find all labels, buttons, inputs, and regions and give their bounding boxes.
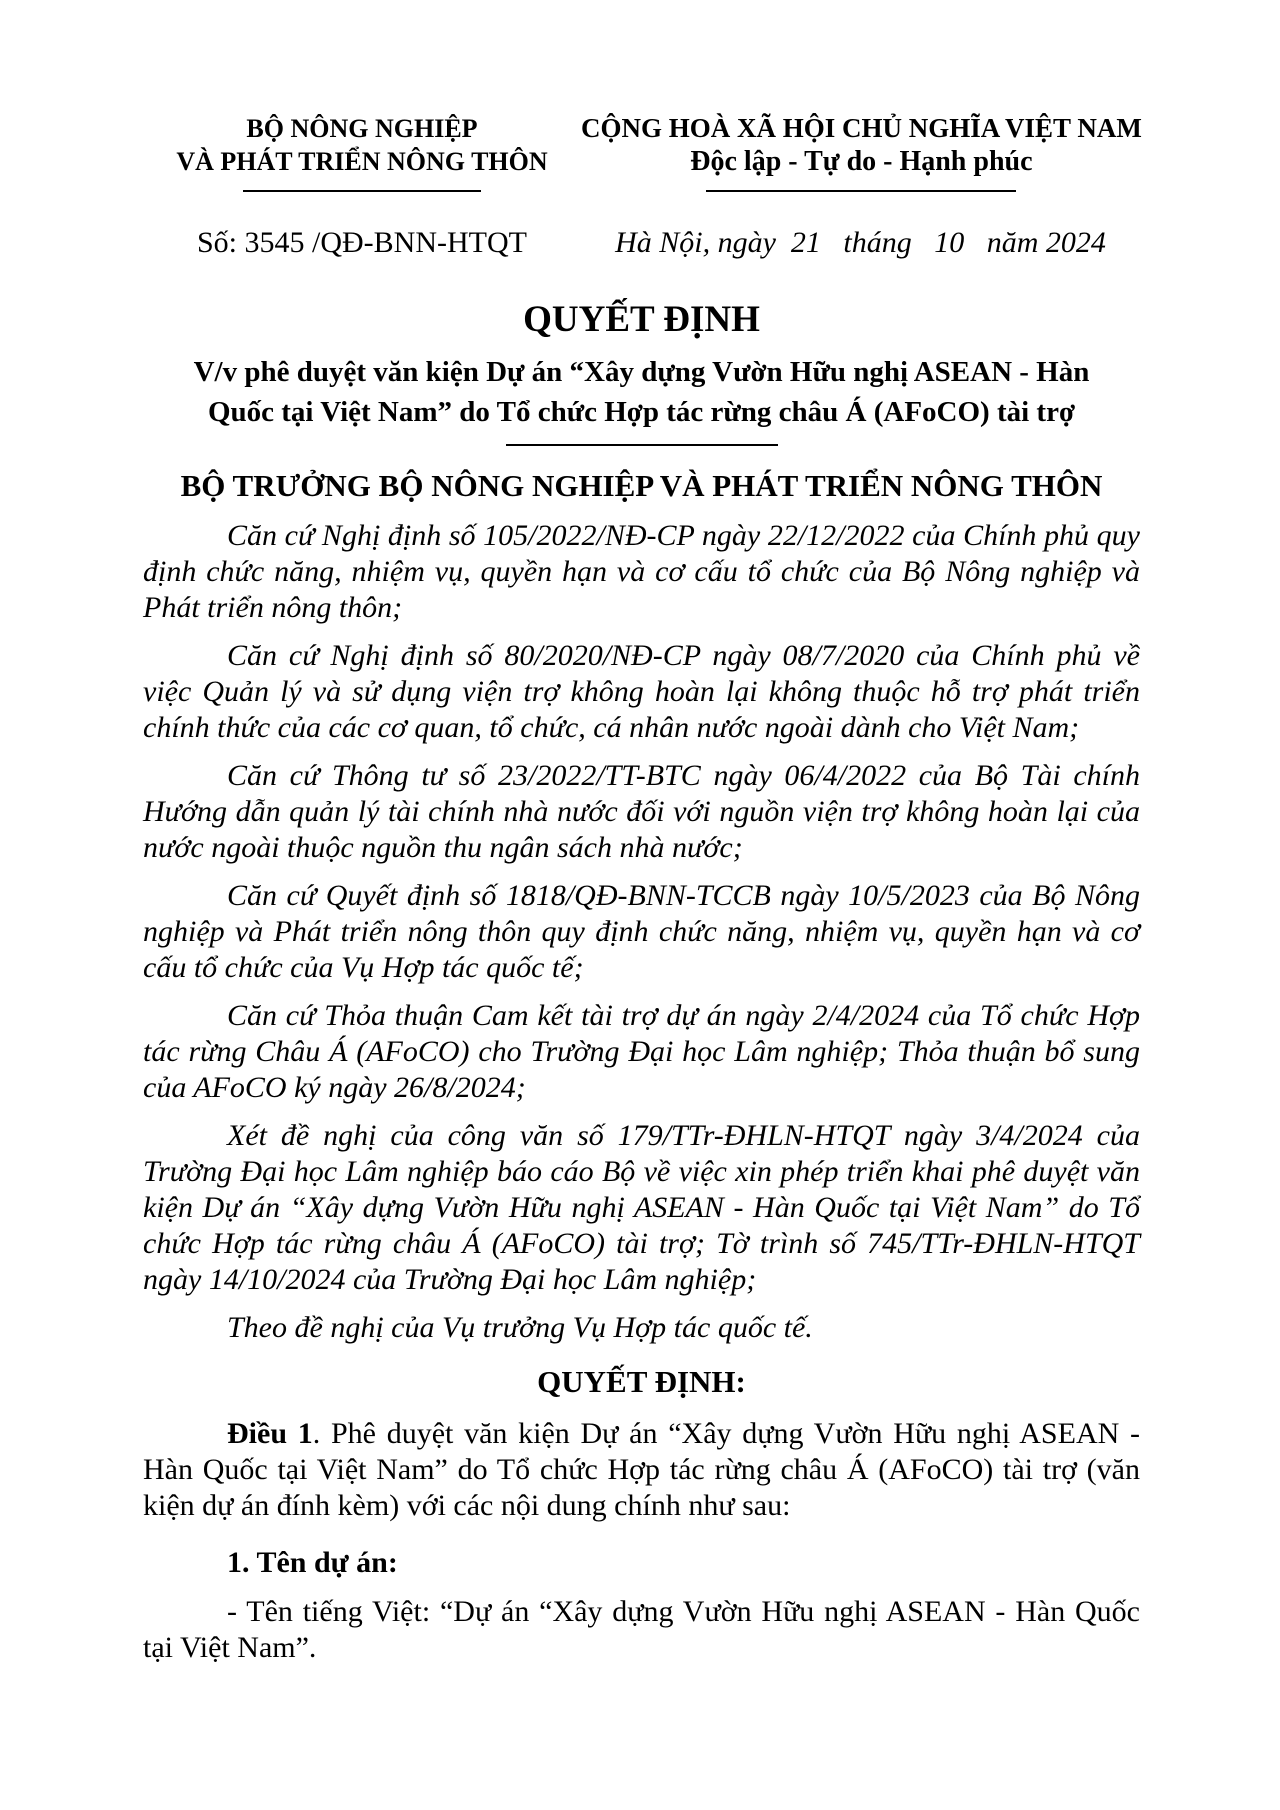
section-1-heading: 1. Tên dự án: [227, 1546, 398, 1579]
subject-separator-line [506, 444, 778, 446]
recital-paragraph: Căn cứ Thỏa thuận Cam kết tài trợ dự án ngày 2/4/2024 của Tổ chức Hợp tác rừng Châu Á (AFoCO) cho Trường Đại học Lâm nghiệp; Thỏa thuận bổ sung của AFoCO ký ngày 26/8/2024; [143, 999, 1140, 1104]
issuing-agency-block [143, 112, 581, 192]
agency-underline [243, 190, 481, 192]
place-and-date: Hà Nội, ngày 21 tháng 10 năm 2024 [615, 226, 1106, 259]
agency-name-line2: VÀ PHÁT TRIỂN NÔNG THÔN [176, 147, 548, 176]
recital-paragraph: Căn cứ Thông tư số 23/2022/TT-BTC ngày 06/4/2022 của Bộ Tài chính Hướng dẫn quản lý tài chính nhà nước đối với nguồn viện trợ không hoàn lại của nước ngoài thuộc nguồn thu ngân sách nhà nước; [143, 759, 1140, 864]
recital-paragraph: Theo đề nghị của Vụ trưởng Vụ Hợp tác quốc tế. [227, 1311, 813, 1344]
decision-heading: QUYẾT ĐỊNH: [537, 1364, 746, 1399]
section-1-item: - Tên tiếng Việt: “Dự án “Xây dựng Vườn Hữu nghị ASEAN - Hàn Quốc tại Việt Nam”. [143, 1595, 1140, 1664]
article-1-text: . Phê duyệt văn kiện Dự án “Xây dựng Vườn Hữu nghị ASEAN - Hàn Quốc tại Việt Nam” do Tổ chức Hợp tác rừng châu Á (AFoCO) tài trợ (văn kiện dự án đính kèm) với các nội dung chính như sau: [143, 1417, 1140, 1522]
national-motto: Độc lập - Tự do - Hạnh phúc [690, 146, 1033, 177]
issuer-title: BỘ TRƯỞNG BỘ NÔNG NGHIỆP VÀ PHÁT TRIỂN NÔNG THÔN [180, 468, 1103, 503]
article-1-paragraph [143, 1416, 1140, 1524]
national-title: CỘNG HOÀ XÃ HỘI CHỦ NGHĨA VIỆT NAM [581, 113, 1142, 143]
document-title: QUYẾT ĐỊNH [523, 299, 760, 340]
recital-paragraph: Căn cứ Quyết định số 1818/QĐ-BNN-TCCB ngày 10/5/2023 của Bộ Nông nghiệp và Phát triển nông thôn quy định chức năng, nhiệm vụ, quyền hạn và cơ cấu tổ chức của Vụ Hợp tác quốc tế; [143, 879, 1140, 984]
motto-underline [706, 190, 1016, 192]
document-number: Số: 3545 /QĐ-BNN-HTQT [197, 226, 527, 259]
number-date-row [143, 224, 1140, 262]
recital-paragraph: Xét đề nghị của công văn số 179/TTr-ĐHLN-HTQT ngày 3/4/2024 của Trường Đại học Lâm nghiệp báo cáo Bộ về việc xin phép triển khai phê duyệt văn kiện Dự án “Xây dựng Vườn Hữu nghị ASEAN - Hàn Quốc tại Việt Nam” do Tổ chức Hợp tác rừng châu Á (AFoCO) tài trợ; Tờ trình số 745/TTr-ĐHLN-HTQT ngày 14/10/2024 của Trường Đại học Lâm nghiệp; [143, 1119, 1140, 1296]
recital-paragraph: Căn cứ Nghị định số 105/2022/NĐ-CP ngày 22/12/2022 của Chính phủ quy định chức năng, nhiệm vụ, quyền hạn và cơ cấu tổ chức của Bộ Nông nghiệp và Phát triển nông thôn; [143, 519, 1140, 624]
recital-paragraph: Căn cứ Nghị định số 80/2020/NĐ-CP ngày 08/7/2020 của Chính phủ về việc Quản lý và sử dụng viện trợ không hoàn lại không thuộc hỗ trợ phát triển chính thức của các cơ quan, tổ chức, cá nhân nước ngoài dành cho Việt Nam; [143, 639, 1140, 744]
document-subject: V/v phê duyệt văn kiện Dự án “Xây dựng Vườn Hữu nghị ASEAN - Hàn Quốc tại Việt Nam” do Tổ chức Hợp tác rừng châu Á (AFoCO) tài trợ [193, 356, 1090, 428]
article-1-label: Điều 1 [227, 1417, 313, 1450]
national-motto-block [581, 112, 1142, 192]
document-header [143, 112, 1140, 192]
agency-name-line1: BỘ NÔNG NGHIỆP [246, 114, 478, 143]
